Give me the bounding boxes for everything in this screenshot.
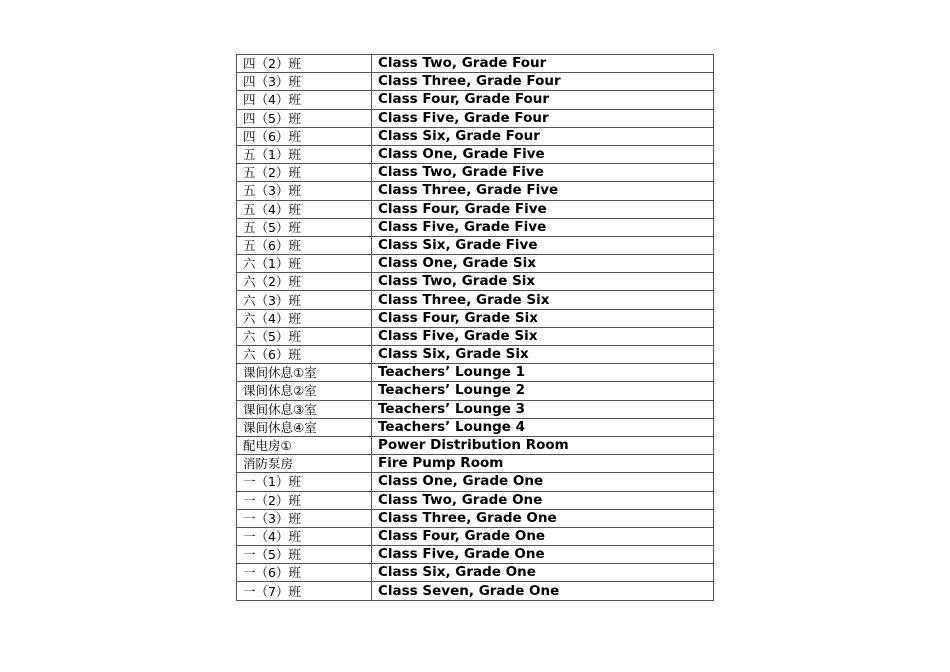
room-name-english-cell: Class Six, Grade Four (372, 127, 714, 145)
room-name-english-cell: Teachers’ Lounge 4 (372, 418, 714, 436)
room-name-english-cell: Teachers’ Lounge 2 (372, 382, 714, 400)
table-row (237, 564, 714, 582)
room-name-chinese-cell: 四（4）班 (237, 91, 372, 109)
room-name-chinese-cell: 一（7）班 (237, 582, 372, 600)
room-name-chinese-cell: 一（5）班 (237, 546, 372, 564)
room-name-english-cell: Class Three, Grade One (372, 509, 714, 527)
table-row (237, 145, 714, 163)
room-name-english-cell: Class Six, Grade One (372, 564, 714, 582)
room-name-english-cell: Class Seven, Grade One (372, 582, 714, 600)
table-row (237, 491, 714, 509)
room-name-chinese-cell: 消防泵房 (237, 455, 372, 473)
room-name-table (236, 54, 714, 601)
table-row (237, 91, 714, 109)
table-row (237, 400, 714, 418)
room-name-chinese-cell: 课间休息④室 (237, 418, 372, 436)
room-name-chinese-cell: 五（1）班 (237, 145, 372, 163)
room-name-english-cell: Teachers’ Lounge 3 (372, 400, 714, 418)
room-name-english-cell: Class Three, Grade Six (372, 291, 714, 309)
room-name-chinese-cell: 一（3）班 (237, 509, 372, 527)
room-name-english-cell: Class Five, Grade Four (372, 109, 714, 127)
table-row (237, 55, 714, 73)
room-name-english-cell: Class Five, Grade Five (372, 218, 714, 236)
room-name-english-cell: Class Five, Grade Six (372, 327, 714, 345)
table-row (237, 364, 714, 382)
room-name-chinese-cell: 课间休息②室 (237, 382, 372, 400)
table-row (237, 473, 714, 491)
room-name-english-cell: Class Six, Grade Six (372, 346, 714, 364)
table-row (237, 109, 714, 127)
table-row (237, 346, 714, 364)
table-row (237, 218, 714, 236)
room-name-chinese-cell: 六（1）班 (237, 255, 372, 273)
room-name-chinese-cell: 四（5）班 (237, 109, 372, 127)
room-name-chinese-cell: 五（4）班 (237, 200, 372, 218)
table-row (237, 200, 714, 218)
table-row (237, 382, 714, 400)
room-name-chinese-cell: 四（3）班 (237, 73, 372, 91)
room-name-chinese-cell: 六（3）班 (237, 291, 372, 309)
room-name-chinese-cell: 一（1）班 (237, 473, 372, 491)
table-row (237, 327, 714, 345)
table-row (237, 436, 714, 454)
table-row (237, 509, 714, 527)
table-row (237, 164, 714, 182)
room-name-chinese-cell: 六（6）班 (237, 346, 372, 364)
room-name-english-cell: Class Two, Grade One (372, 491, 714, 509)
room-name-chinese-cell: 六（2）班 (237, 273, 372, 291)
room-name-english-cell: Class Four, Grade Four (372, 91, 714, 109)
room-name-table-body (237, 55, 714, 601)
room-name-chinese-cell: 课间休息①室 (237, 364, 372, 382)
room-name-english-cell: Power Distribution Room (372, 436, 714, 454)
room-name-chinese-cell: 四（6）班 (237, 127, 372, 145)
room-name-english-cell: Teachers’ Lounge 1 (372, 364, 714, 382)
table-row (237, 73, 714, 91)
room-name-english-cell: Class Three, Grade Four (372, 73, 714, 91)
room-name-english-cell: Class One, Grade One (372, 473, 714, 491)
room-name-chinese-cell: 课间休息③室 (237, 400, 372, 418)
table-row (237, 255, 714, 273)
room-name-english-cell: Class Six, Grade Five (372, 236, 714, 254)
room-name-chinese-cell: 六（5）班 (237, 327, 372, 345)
table-row (237, 236, 714, 254)
room-name-chinese-cell: 六（4）班 (237, 309, 372, 327)
room-name-english-cell: Class Three, Grade Five (372, 182, 714, 200)
room-name-chinese-cell: 一（4）班 (237, 527, 372, 545)
room-name-chinese-cell: 五（2）班 (237, 164, 372, 182)
table-row (237, 127, 714, 145)
table-row (237, 527, 714, 545)
room-name-english-cell: Class Two, Grade Four (372, 55, 714, 73)
room-name-chinese-cell: 配电房① (237, 436, 372, 454)
table-row (237, 182, 714, 200)
room-name-chinese-cell: 四（2）班 (237, 55, 372, 73)
room-name-chinese-cell: 一（6）班 (237, 564, 372, 582)
table-row (237, 273, 714, 291)
room-name-english-cell: Class One, Grade Six (372, 255, 714, 273)
room-name-english-cell: Class One, Grade Five (372, 145, 714, 163)
table-row (237, 546, 714, 564)
table-row (237, 309, 714, 327)
room-name-chinese-cell: 五（5）班 (237, 218, 372, 236)
room-name-english-cell: Class Four, Grade Five (372, 200, 714, 218)
table-row (237, 455, 714, 473)
room-name-english-cell: Class Four, Grade One (372, 527, 714, 545)
room-name-chinese-cell: 五（6）班 (237, 236, 372, 254)
table-row (237, 418, 714, 436)
room-name-chinese-cell: 一（2）班 (237, 491, 372, 509)
room-name-english-cell: Fire Pump Room (372, 455, 714, 473)
table-row (237, 582, 714, 600)
room-name-english-cell: Class Two, Grade Five (372, 164, 714, 182)
room-name-chinese-cell: 五（3）班 (237, 182, 372, 200)
room-name-english-cell: Class Five, Grade One (372, 546, 714, 564)
room-name-english-cell: Class Two, Grade Six (372, 273, 714, 291)
room-name-english-cell: Class Four, Grade Six (372, 309, 714, 327)
table-row (237, 291, 714, 309)
